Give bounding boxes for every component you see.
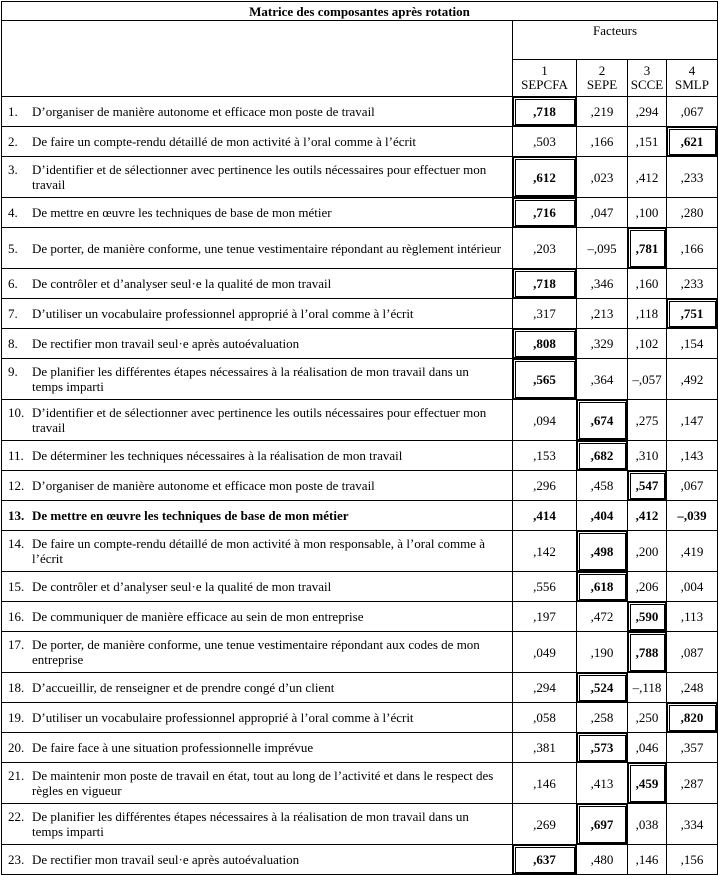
factor-number: 1 [541, 63, 548, 78]
loading-value: ,413 [577, 763, 628, 804]
rotated-component-matrix-table [1, 1, 718, 875]
loading-value: ,334 [667, 804, 718, 845]
loading-value: ,004 [667, 572, 718, 602]
loading-value-highlighted: ,498 [577, 531, 628, 572]
item-text: De faire face à une situation professionnelle imprévue [32, 740, 314, 755]
item-number: 7. [8, 306, 18, 321]
loading-value: ,200 [628, 531, 667, 572]
item-text: De contrôler et d’analyser seul·e la qualité de mon travail [32, 276, 332, 291]
loading-value: ,412 [628, 157, 667, 198]
loading-value: ,269 [513, 804, 577, 845]
table-row [2, 804, 718, 845]
table-title: Matrice des composantes après rotation [2, 2, 718, 21]
item-number: 22. [8, 809, 25, 824]
item-cell [2, 673, 513, 703]
loading-value: ,248 [667, 673, 718, 703]
factor-number: 2 [598, 63, 606, 78]
item-number: 15. [8, 579, 25, 594]
loading-value: ,166 [667, 228, 718, 269]
loading-value: ,197 [513, 602, 577, 632]
item-text: D’organiser de manière autonome et efficace mon poste de travail [32, 478, 375, 493]
item-text: D’identifier et de sélectionner avec pertinence les outils nécessaires pour effectuer mon travail [32, 405, 487, 435]
item-text: De faire un compte-rendu détaillé de mon activité à l’oral comme à l’écrit [32, 134, 417, 149]
item-cell [2, 804, 513, 845]
loading-value: –,057 [628, 359, 667, 400]
loading-value: ,287 [667, 763, 718, 804]
loading-value: ,329 [577, 329, 628, 359]
item-cell [2, 441, 513, 471]
table-row [2, 733, 718, 763]
table-row [2, 441, 718, 471]
item-text: D’utiliser un vocabulaire professionnel approprié à l’oral comme à l’écrit [32, 710, 414, 725]
table-row [2, 572, 718, 602]
loading-value: ,364 [577, 359, 628, 400]
matrix-body [2, 97, 718, 875]
table-row [2, 845, 718, 875]
loading-value: ,250 [628, 703, 667, 733]
loading-value: ,294 [513, 673, 577, 703]
loading-value-highlighted: ,590 [628, 602, 667, 632]
item-cell [2, 703, 513, 733]
table-row [2, 198, 718, 228]
factor-number: 3 [643, 63, 651, 78]
loading-value: ,058 [513, 703, 577, 733]
item-number: 13. [8, 508, 25, 523]
item-number: 3. [8, 162, 18, 177]
loading-value-highlighted: ,674 [577, 400, 628, 441]
loading-value: ,038 [628, 804, 667, 845]
item-text: D’utiliser un vocabulaire professionnel approprié à l’oral comme à l’écrit [32, 306, 414, 321]
loading-value-highlighted: ,618 [577, 572, 628, 602]
loading-value: ,556 [513, 572, 577, 602]
loading-value: ,492 [667, 359, 718, 400]
item-number: 1. [8, 104, 18, 119]
loading-value: ,146 [513, 763, 577, 804]
loading-value: ,275 [628, 400, 667, 441]
item-text: De porter, de manière conforme, une tenue vestimentaire répondant au règlement intérieur [32, 240, 502, 256]
loading-value-highlighted: ,547 [628, 471, 667, 501]
item-cell [2, 632, 513, 673]
loading-value: ,381 [513, 733, 577, 763]
item-text: D’organiser de manière autonome et efficace mon poste de travail [32, 104, 375, 119]
table-row [2, 501, 718, 531]
item-cell [2, 127, 513, 157]
item-cell [2, 845, 513, 875]
factor-code: SEPE [586, 77, 618, 92]
item-text: De faire un compte-rendu détaillé de mon activité à mon responsable, à l’oral comme à l’écrit [32, 536, 486, 566]
item-text: De planifier les différentes étapes nécessaires à la réalisation de mon travail dans un temps imparti [32, 809, 469, 839]
loading-value: ,143 [667, 441, 718, 471]
loading-value: ,203 [513, 228, 577, 269]
loading-value: ,047 [577, 198, 628, 228]
item-number: 19. [8, 710, 25, 725]
item-text: De mettre en œuvre les techniques de base de mon métier [32, 508, 349, 523]
item-number: 6. [8, 276, 18, 291]
item-cell [2, 329, 513, 359]
item-text: De contrôler et d’analyser seul·e la qualité de mon travail [32, 579, 332, 594]
item-text: D’accueillir, de renseigner et de prendre congé d’un client [32, 680, 335, 695]
loading-value: ,147 [667, 400, 718, 441]
table-row [2, 763, 718, 804]
loading-value: ,310 [628, 441, 667, 471]
table-row [2, 703, 718, 733]
loading-value: ,480 [577, 845, 628, 875]
loading-value: ,118 [628, 299, 667, 329]
loading-value: –,118 [628, 673, 667, 703]
item-cell [2, 471, 513, 501]
loading-value: ,087 [667, 632, 718, 673]
item-cell [2, 299, 513, 329]
loading-value: ,156 [667, 845, 718, 875]
item-text: De communiquer de manière efficace au sein de mon entreprise [32, 609, 364, 624]
loading-value: ,213 [577, 299, 628, 329]
table-row [2, 157, 718, 198]
table-row [2, 269, 718, 299]
loading-value: ,294 [628, 97, 667, 127]
loading-value: ,146 [628, 845, 667, 875]
item-number: 18. [8, 680, 25, 695]
loading-value-highlighted: ,788 [628, 632, 667, 673]
item-cell [2, 269, 513, 299]
loading-value: ,280 [667, 198, 718, 228]
item-cell [2, 400, 513, 441]
loading-value-highlighted: ,459 [628, 763, 667, 804]
loading-value: ,219 [577, 97, 628, 127]
item-number: 8. [8, 336, 18, 351]
item-number: 23. [8, 852, 25, 867]
item-text: De planifier les différentes étapes nécessaires à la réalisation de mon travail dans un temps imparti [32, 364, 469, 394]
loading-value: ,503 [513, 127, 577, 157]
loading-value: ,046 [628, 733, 667, 763]
loading-value-highlighted: ,621 [667, 127, 718, 157]
factor-code: SCCE [630, 77, 664, 92]
table-row [2, 329, 718, 359]
table-row [2, 97, 718, 127]
item-cell [2, 763, 513, 804]
loading-value: ,414 [513, 501, 577, 531]
loading-value: ,102 [628, 329, 667, 359]
loading-value: ,154 [667, 329, 718, 359]
item-number: 14. [8, 536, 25, 551]
table-row [2, 531, 718, 572]
loading-value: ,357 [667, 733, 718, 763]
loading-value: ,346 [577, 269, 628, 299]
item-cell [2, 531, 513, 572]
loading-value-highlighted: ,781 [628, 228, 667, 269]
loading-value: ,404 [577, 501, 628, 531]
table-row [2, 228, 718, 269]
factor-header-1 [513, 60, 577, 97]
loading-value: ,296 [513, 471, 577, 501]
factors-group-header: Facteurs [513, 21, 718, 60]
loading-value: ,317 [513, 299, 577, 329]
loading-value: ,233 [667, 269, 718, 299]
loading-value-highlighted: ,697 [577, 804, 628, 845]
factor-header-4 [667, 60, 718, 97]
loading-value-highlighted: ,716 [513, 198, 577, 228]
item-cell [2, 228, 513, 269]
item-text: De maintenir mon poste de travail en état, tout au long de l’activité et dans le respect des règles en vigueur [32, 768, 494, 798]
table-row [2, 602, 718, 632]
factor-code: SMLP [675, 77, 709, 92]
item-number: 10. [8, 405, 25, 420]
item-number: 9. [8, 364, 18, 379]
item-cell [2, 97, 513, 127]
item-number: 2. [8, 134, 18, 149]
factor-header-3 [628, 60, 667, 97]
table-row [2, 127, 718, 157]
loading-value: ,067 [667, 97, 718, 127]
loading-value: ,023 [577, 157, 628, 198]
loading-value-highlighted: ,682 [577, 441, 628, 471]
loading-value-highlighted: ,565 [513, 359, 577, 400]
loading-value: ,153 [513, 441, 577, 471]
loading-value: ,094 [513, 400, 577, 441]
loading-value: ,166 [577, 127, 628, 157]
loading-value: –,095 [577, 228, 628, 269]
item-cell [2, 157, 513, 198]
item-number: 11. [8, 448, 24, 463]
table-row [2, 359, 718, 400]
item-text: De mettre en œuvre les techniques de base de mon métier [32, 205, 332, 220]
item-number: 17. [8, 637, 25, 652]
loading-value: –,039 [667, 501, 718, 531]
item-text: De rectifier mon travail seul·e après autoévaluation [32, 336, 300, 351]
table-row [2, 471, 718, 501]
item-number: 4. [8, 205, 18, 220]
loading-value: ,049 [513, 632, 577, 673]
loading-value-highlighted: ,751 [667, 299, 718, 329]
factor-header-2 [577, 60, 628, 97]
loading-value: ,160 [628, 269, 667, 299]
table-row [2, 673, 718, 703]
table-row [2, 299, 718, 329]
loading-value-highlighted: ,718 [513, 269, 577, 299]
item-cell [2, 602, 513, 632]
item-text: D’identifier et de sélectionner avec pertinence les outils nécessaires pour effectuer mon travail [32, 162, 487, 192]
item-header-cell [2, 21, 513, 97]
item-cell [2, 572, 513, 602]
item-text: De porter, de manière conforme, une tenue vestimentaire répondant aux codes de mon entreprise [32, 637, 480, 667]
loading-value-highlighted: ,808 [513, 329, 577, 359]
loading-value-highlighted: ,573 [577, 733, 628, 763]
item-number: 21. [8, 768, 25, 783]
loading-value: ,100 [628, 198, 667, 228]
item-cell [2, 359, 513, 400]
factor-code: SEPCFA [521, 77, 568, 92]
item-cell [2, 733, 513, 763]
loading-value: ,142 [513, 531, 577, 572]
loading-value: ,113 [667, 602, 718, 632]
item-text: De rectifier mon travail seul·e après autoévaluation [32, 852, 300, 867]
loading-value: ,419 [667, 531, 718, 572]
loading-value: ,258 [577, 703, 628, 733]
loading-value: ,206 [628, 572, 667, 602]
item-text: De déterminer les techniques nécessaires à la réalisation de mon travail [32, 448, 403, 463]
table-row [2, 400, 718, 441]
loading-value-highlighted: ,820 [667, 703, 718, 733]
loading-value: ,412 [628, 501, 667, 531]
item-number: 20. [8, 740, 25, 755]
item-number: 5. [8, 240, 18, 256]
factor-number: 4 [688, 63, 696, 78]
loading-value: ,190 [577, 632, 628, 673]
loading-value: ,458 [577, 471, 628, 501]
table-row [2, 632, 718, 673]
loading-value: ,233 [667, 157, 718, 198]
loading-value: ,472 [577, 602, 628, 632]
item-cell [2, 501, 513, 531]
loading-value: ,067 [667, 471, 718, 501]
item-number: 12. [8, 478, 25, 493]
loading-value-highlighted: ,524 [577, 673, 628, 703]
loading-value-highlighted: ,637 [513, 845, 577, 875]
loading-value-highlighted: ,718 [513, 97, 577, 127]
loading-value: ,151 [628, 127, 667, 157]
item-cell [2, 198, 513, 228]
item-number: 16. [8, 609, 25, 624]
loading-value-highlighted: ,612 [513, 157, 577, 198]
